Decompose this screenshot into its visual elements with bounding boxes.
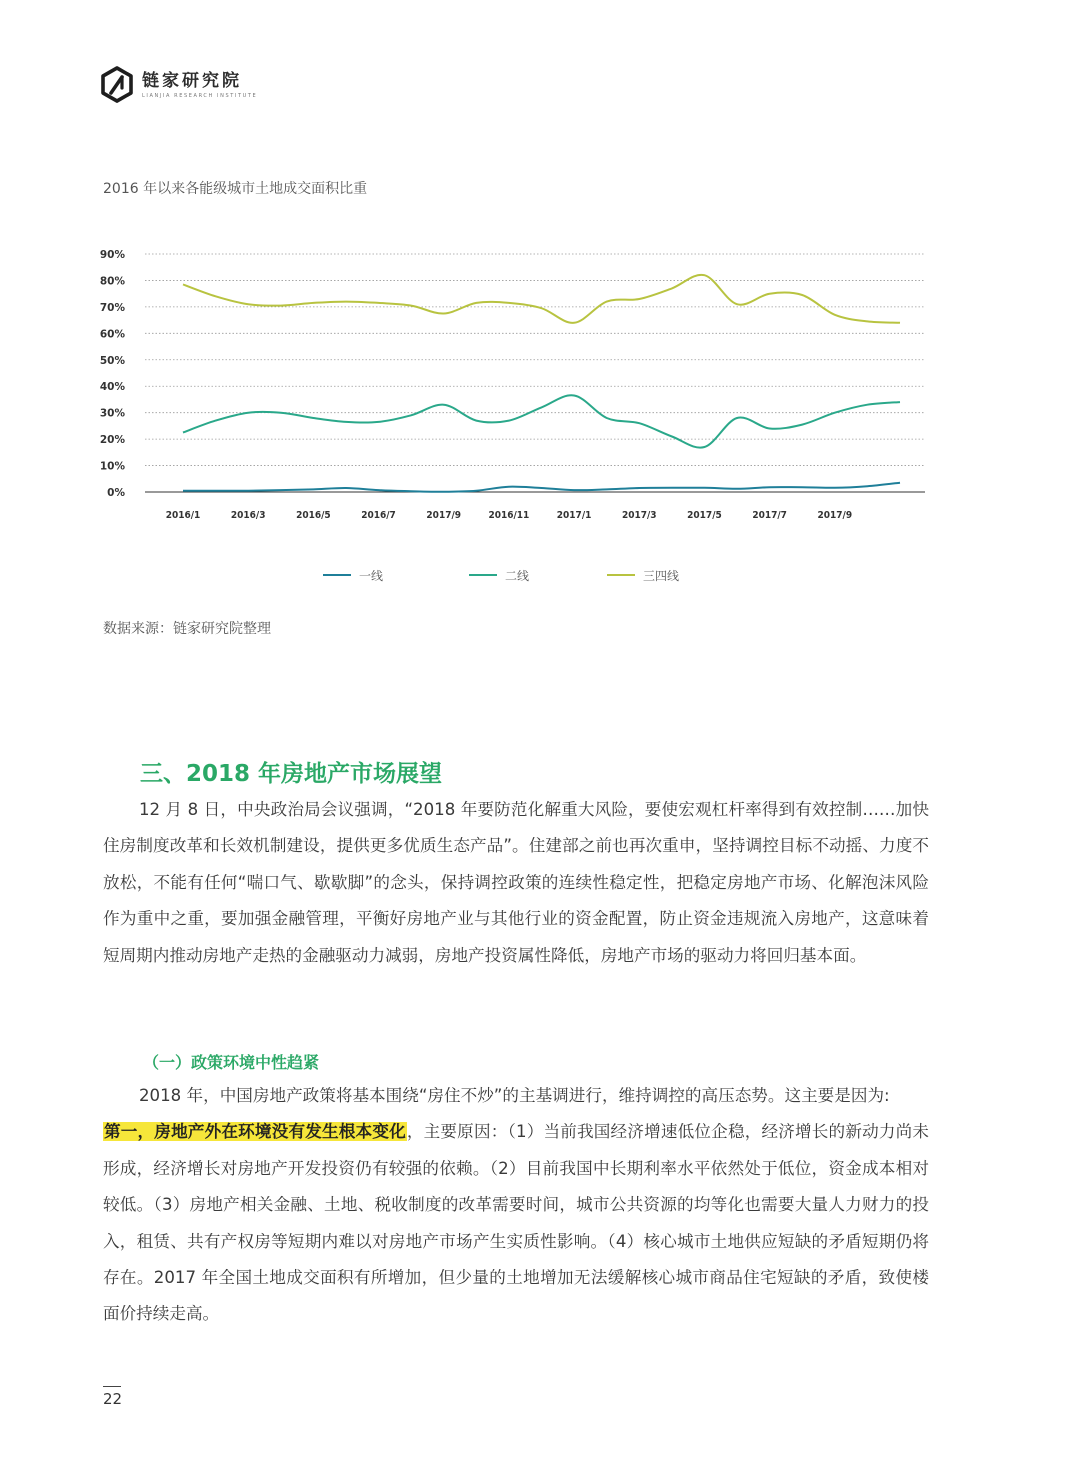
y-tick-label: 20% xyxy=(99,434,125,447)
legend-label: 一线 xyxy=(359,569,384,583)
y-tick-label: 80% xyxy=(99,275,125,288)
series-line-1 xyxy=(183,483,900,492)
x-tick-label: 2017/3 xyxy=(621,510,657,521)
x-tick-label: 2017/5 xyxy=(687,510,722,521)
paragraph-intro: 2018 年，中国房地产政策将基本围绕“房住不炒”的主基调进行，维持调控的高压态势。这主要是因为: xyxy=(139,1086,890,1105)
lianjia-logo-icon xyxy=(100,66,134,104)
page-number: 22 xyxy=(103,1390,123,1408)
series-line-3 xyxy=(183,275,900,323)
x-tick-label: 2016/3 xyxy=(230,510,266,521)
x-tick-label: 2017/7 xyxy=(752,510,787,521)
land-share-line-chart xyxy=(95,238,935,588)
section-heading: 三、2018 年房地产市场展望 xyxy=(140,761,443,787)
brand-logo xyxy=(100,66,257,104)
y-tick-label: 10% xyxy=(99,460,125,473)
page-number-rule xyxy=(103,1386,121,1387)
y-tick-label: 50% xyxy=(99,354,125,367)
y-tick-label: 70% xyxy=(99,301,125,314)
brand-subtitle: LIANJIA RESEARCH INSTITUTE xyxy=(142,93,258,99)
highlighted-key-point: 第一，房地产外在环境没有发生根本变化 xyxy=(104,1122,406,1142)
paragraph-text: 12 月 8 日，中央政治局会议强调，“2018 年要防范化解重大风险，要使宏观杠杆率得到有效控制……加快住房制度改革和长效机制建设，提供更多优质生态产品”。住建部之前也再次重申，坚持调控目标不动摇、力度不放松，不能有任何“喘口气、歇歇脚”的念头，保持调控政策的连续性稳定性，把稳定房地产市场、化解泡沫风险作为重中之重，要加强金融管理，平衡好房地产业与其他行业的资金配置，防止资金违规流入房地产，这意味着短周期内推动房地产走热的金融驱动力减弱，房地产投资属性降低，房地产市场的驱动力将回归基本面。 xyxy=(103,800,929,965)
y-tick-label: 60% xyxy=(99,328,125,341)
y-tick-label: 40% xyxy=(99,381,125,394)
paragraph-reasons: ，主要原因：（1）当前我国经济增速低位企稳，经济增长的新动力尚未形成，经济增长对房地产开发投资仍有较强的依赖。（2）目前我国中长期利率水平依然处于低位，资金成本相对较低。（3）房地产相关金融、土地、税收制度的改革需要时间，城市公共资源的均等化也需要大量人力财力的投入，租赁、共有产权房等短期内难以对房地产市场产生实质性影响。（4）核心城市土地供应短缺的矛盾短期仍将存在。2017 年全国土地成交面积有所增加，但少量的土地增加无法缓解核心城市商品住宅短缺的矛盾，致使楼面价持续走高。 xyxy=(103,1122,930,1324)
paragraph-policy-meeting xyxy=(103,792,929,974)
legend-label: 三四线 xyxy=(643,569,680,583)
y-tick-label: 90% xyxy=(99,249,125,261)
chart-title: 2016 年以来各能级城市土地成交面积比重 xyxy=(103,181,368,197)
x-tick-label: 2017/1 xyxy=(556,510,592,521)
y-tick-label: 30% xyxy=(99,407,125,420)
chart-source: 数据来源：链家研究院整理 xyxy=(103,621,271,637)
legend-label: 二线 xyxy=(505,569,530,583)
series-line-2 xyxy=(183,395,900,447)
subsection-heading: （一）政策环境中性趋紧 xyxy=(143,1053,320,1072)
x-tick-label: 2017/9 xyxy=(426,510,462,521)
x-tick-label: 2017/9 xyxy=(817,510,853,521)
x-tick-label: 2016/5 xyxy=(296,510,331,521)
paragraph-policy-outlook xyxy=(103,1078,929,1333)
brand-name: 链家研究院 xyxy=(142,71,242,91)
x-tick-label: 2016/7 xyxy=(361,510,396,521)
x-tick-label: 2016/1 xyxy=(165,510,201,521)
x-tick-label: 2016/11 xyxy=(488,510,530,521)
y-tick-label: 0% xyxy=(107,487,125,499)
